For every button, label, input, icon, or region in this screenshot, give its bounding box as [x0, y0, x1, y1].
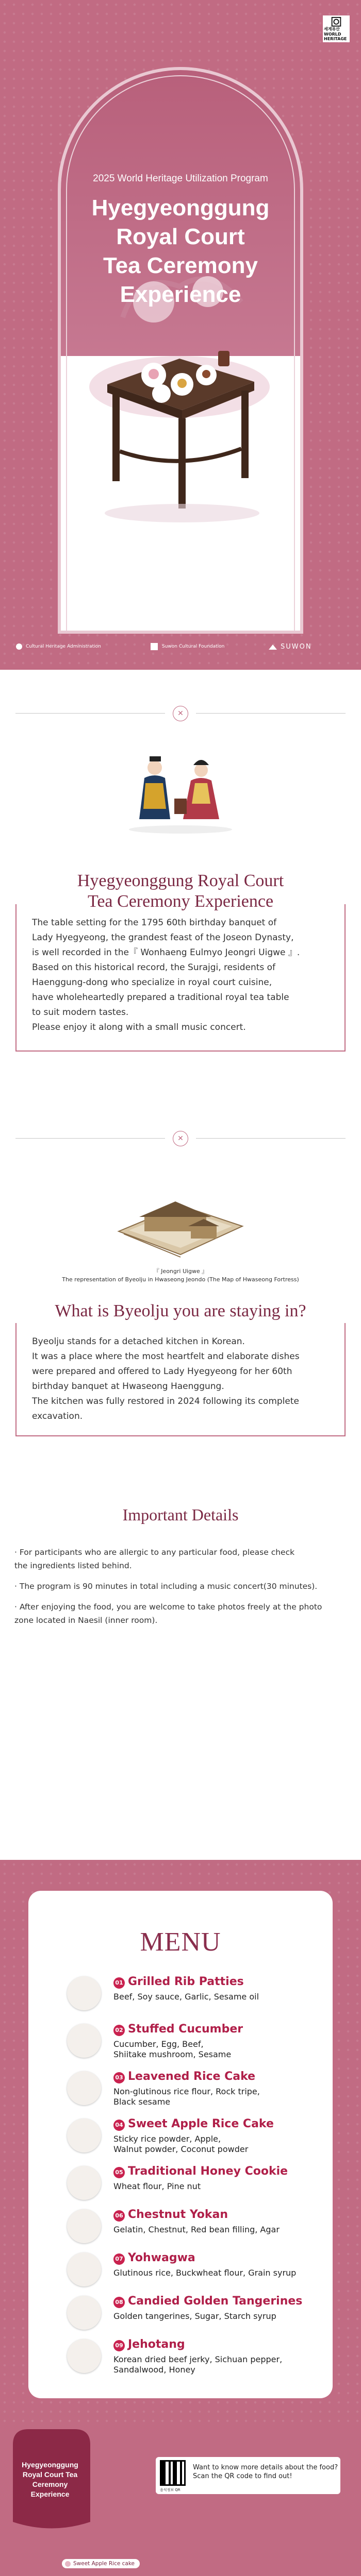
menu-section [0, 1860, 361, 2424]
dish-icon [67, 2119, 101, 2153]
tray-illustration [0, 2424, 361, 2576]
details-item: · The program is 90 minutes in total including a music concert(30 minutes). [14, 1582, 318, 1591]
menu-item [67, 2115, 325, 2162]
byeolju-text-line: excavation. [32, 1411, 83, 1421]
qr-box [156, 2457, 340, 2494]
partner-logo-text: Cultural Heritage Administration [26, 644, 101, 649]
menu-item-number: 08 [113, 2297, 125, 2308]
menu-item-number: 04 [113, 2120, 125, 2131]
menu-item-ingredients: Non-glutinous rice flour, Rock tripe, Black sesame [113, 2087, 260, 2107]
dish-icon [67, 2296, 101, 2330]
menu-item-number: 01 [113, 1977, 125, 1989]
menu-item-number: 06 [113, 2210, 125, 2222]
divider-ornament-icon: ✕ [173, 1131, 188, 1146]
hero-title [61, 194, 300, 309]
details-list [14, 1546, 347, 1634]
intro-section [0, 670, 361, 1860]
menu-item [67, 2336, 325, 2382]
menu-card [28, 1891, 333, 2398]
intro-text-line: have wholeheartedly prepared a traditional royal tea table [32, 992, 289, 1003]
menu-item-number: 05 [113, 2167, 125, 2178]
details-item: · For participants who are allergic to any particular food, please check the ingredients listed behind. [14, 1548, 295, 1570]
menu-item-number: 03 [113, 2072, 125, 2083]
qr-code-icon[interactable] [160, 2460, 186, 2486]
qr-text [193, 2463, 338, 2481]
menu-item-number: 07 [113, 2253, 125, 2265]
menu-item [67, 2068, 325, 2114]
heritage-emblem-icon [331, 16, 342, 27]
tray-title: Hyegyeonggung Royal Court Tea Ceremony Experience [22, 2461, 78, 2498]
menu-item-ingredients: Gelatin, Chestnut, Red bean filling, Agar [113, 2225, 280, 2234]
partner-logo-text: SUWON [281, 643, 312, 651]
divider-ornament-icon: ✕ [173, 706, 188, 721]
intro-text-line: to suit modern tastes. [32, 1007, 129, 1018]
intro-title-line: Tea Ceremony Experience [87, 892, 274, 911]
heritage-admin-icon [15, 643, 23, 650]
byeolju-text-line: The kitchen was fully restored in 2024 following its complete [32, 1396, 299, 1406]
byeolju-caption [0, 1267, 361, 1284]
intro-text-line: Lady Hyegyeong, the grandest feast of the Joseon Dynasty, [32, 933, 294, 943]
hero-title-line: Hyegyeonggung [91, 195, 270, 221]
partner-logo [15, 643, 101, 650]
menu-item-ingredients: Beef, Soy sauce, Garlic, Sesame oil [113, 1992, 259, 2002]
dish-icon [67, 2252, 101, 2286]
menu-item [67, 2249, 325, 2296]
intro-text-line: is well recorded in the『 Wonhaeng Eulmyo Jeongri Uigwe 』. [32, 947, 300, 958]
menu-item-name: Chestnut Yokan [128, 2208, 228, 2221]
menu-item [67, 2206, 325, 2252]
divider [0, 1131, 361, 1146]
menu-item-ingredients: Korean dried beef jerky, Sichuan pepper, Sandalwood, Honey [113, 2354, 283, 2375]
menu-item-name: Grilled Rib Patties [128, 1975, 244, 1988]
hero-title-line: Tea Ceremony [103, 253, 258, 278]
dish-icon [67, 2166, 101, 2200]
intro-text-line: The table setting for the 1795 60th birthday banquet of [32, 918, 277, 928]
intro-text-line: Based on this historical record, the Surajgi, residents of [32, 962, 276, 973]
partner-logo-text: Suwon Cultural Foundation [162, 644, 225, 649]
menu-item-name: Yohwagwa [128, 2251, 195, 2264]
partner-logo [268, 643, 312, 651]
details-item: · After enjoying the food, you are welcome to take photos freely at the photo zone located in Naesil (inner room). [14, 1602, 322, 1625]
byeolju-title: What is Byeolju you are staying in? [55, 1301, 306, 1320]
qr-sub-label: 음식정보 QR [160, 2488, 180, 2492]
menu-item-ingredients: Wheat flour, Pine nut [113, 2181, 201, 2191]
caption-line: 『 Jeongri Uigwe 』 [153, 1268, 208, 1275]
menu-item-ingredients: Glutinous rice, Buckwheat flour, Grain syrup [113, 2268, 297, 2278]
suwon-icon [268, 643, 277, 651]
dish-icon [67, 2024, 101, 2058]
menu-item [67, 1973, 325, 2020]
byeolju-building-illustration [113, 1185, 248, 1262]
royal-figures-illustration [119, 747, 242, 835]
hero-subtitle: 2025 World Heritage Utilization Program [93, 173, 268, 184]
byeolju-text-line: were prepared and offered to Lady Hyegyeong for her 60th [32, 1366, 292, 1377]
menu-item-name: Sweet Apple Rice Cake [128, 2117, 274, 2130]
qr-text-line: Scan the QR code to find out! [193, 2472, 292, 2480]
partner-logos [0, 639, 361, 659]
world-heritage-logo [323, 15, 350, 42]
partner-logo [150, 642, 224, 651]
hero-arch [58, 67, 303, 634]
dish-icon [67, 2339, 101, 2373]
intro-text-line: Haenggung-dong who specialize in royal court cuisine, [32, 977, 272, 988]
menu-item-name: Candied Golden Tangerines [128, 2295, 303, 2308]
intro-textbox [15, 904, 346, 1052]
menu-item-name: Stuffed Cucumber [128, 2023, 243, 2036]
hero-title-line: Experience [120, 282, 241, 307]
byeolju-text-line: birthday banquet at Hwaseong Haenggung. [32, 1381, 224, 1392]
menu-item-number: 09 [113, 2340, 125, 2351]
menu-item-ingredients: Sticky rice powder, Apple, Walnut powder, Coconut powder [113, 2134, 249, 2154]
divider [0, 706, 361, 721]
dish-icon [67, 2209, 101, 2243]
details-title: Important Details [122, 1505, 239, 1524]
foundation-icon [150, 642, 159, 651]
tray-section [0, 2424, 361, 2576]
menu-item-name: Leavened Rice Cake [128, 2070, 256, 2083]
menu-item-name: Traditional Honey Cookie [128, 2165, 288, 2178]
byeolju-text-line: Byeolju stands for a detached kitchen in Korean. [32, 1336, 245, 1347]
menu-item-number: 02 [113, 2025, 125, 2036]
dish-icon [67, 1976, 101, 2010]
byeolju-textbox [15, 1323, 346, 1436]
hero-section [0, 0, 361, 670]
world-heritage-logo-text: 세계유산 WORLD HERITAGE [324, 27, 347, 41]
menu-item [67, 2293, 325, 2339]
intro-text-line: Please enjoy it along with a small music concert. [32, 1022, 246, 1032]
intro-title-line: Hyegyeonggung Royal Court [77, 871, 284, 890]
caption-line: The representation of Byeolju in Hwaseong Jeondo (The Map of Hwaseong Fortress) [62, 1276, 299, 1283]
menu-item-name: Jehotang [128, 2338, 185, 2351]
food-label: Sweet Apple Rice cake [62, 2559, 140, 2568]
hero-title-line: Royal Court [116, 224, 245, 249]
menu-item-ingredients: Cucumber, Egg, Beef, Shiitake mushroom, Sesame [113, 2039, 232, 2059]
menu-item [67, 2021, 325, 2067]
menu-item [67, 2163, 325, 2209]
byeolju-text-line: It was a place where the most heartfelt and elaborate dishes [32, 1351, 300, 1362]
menu-item-ingredients: Golden tangerines, Sugar, Starch syrup [113, 2311, 276, 2321]
dish-icon [67, 2071, 101, 2105]
menu-title: MENU [140, 1927, 221, 1957]
qr-text-line: Want to know more details about the food? [193, 2464, 338, 2471]
